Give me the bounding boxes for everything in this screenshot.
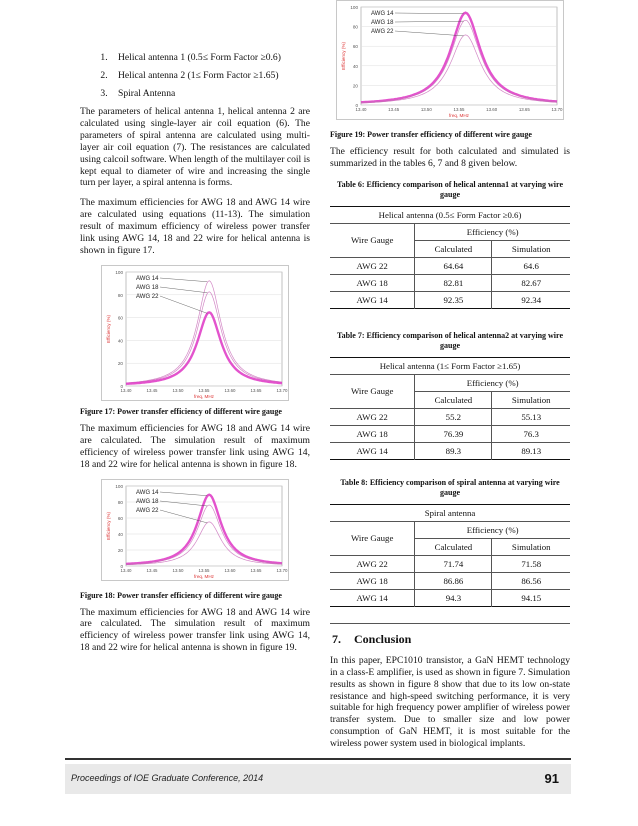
x-tick-label: 13.65 <box>518 107 530 112</box>
section-number: 7. <box>332 631 341 646</box>
y-tick-label: 100 <box>115 269 123 275</box>
column-header: Wire Gauge <box>330 521 415 555</box>
series-label: AWG 14 <box>136 489 159 496</box>
table-cell: 55.2 <box>415 408 492 425</box>
y-tick-label: 100 <box>115 483 123 489</box>
x-tick-label: 13.70 <box>551 107 563 112</box>
x-tick-label: 13.55 <box>198 567 210 573</box>
table-caption: Table 6: Efficiency comparison of helical antenna1 at varying wire gauge <box>337 179 563 199</box>
table-cell: 82.67 <box>492 274 570 291</box>
paragraph: The maximum efficiencies for AWG 18 and AWG 14 wire are calculated. The simulation result of maximum efficiency of wireless power transfer link using AWG 14, 18 and 22 wire for helical antenna is shown in figure 18. <box>80 422 310 470</box>
y-axis-label: Efficiency (%) <box>106 314 111 343</box>
series-label: AWG 22 <box>371 29 394 35</box>
paragraph: In this paper, EPC1010 transistor, a GaN HEMT technology in a class-E amplifier, is used as shown in figure 7. Simulation results as shown in figure 8 show that due to its low on-state resistance and high-speed switching performance, it is very suitable for high frequency power amplifier of wireless power transfer system. Due to smaller size and low power consumption of GaN HEMT, it is most suitable for the wireless power system used in biological implants. <box>330 654 570 750</box>
table-cell: AWG 14 <box>330 291 415 308</box>
table-row <box>330 291 570 308</box>
list-item: 3. Spiral Antenna <box>110 88 310 99</box>
table-7 <box>330 357 570 460</box>
table-row <box>330 589 570 606</box>
table-cell: 92.34 <box>492 291 570 308</box>
y-tick-label: 60 <box>117 315 123 321</box>
y-tick-label: 20 <box>117 361 123 367</box>
y-tick-label: 0 <box>120 383 123 389</box>
table-cell: 94.3 <box>415 589 492 606</box>
y-tick-label: 100 <box>350 5 358 10</box>
table-6 <box>330 206 570 309</box>
column-header: Calculated <box>415 538 492 555</box>
table-row <box>330 408 570 425</box>
table-row <box>330 442 570 459</box>
column-header: Wire Gauge <box>330 223 415 257</box>
footer-text: Proceedings of IOE Graduate Conference, 2014 <box>71 773 264 783</box>
x-axis-label: freq, MHz <box>194 393 214 399</box>
column-header: Calculated <box>415 391 492 408</box>
figure-caption: Figure 17: Power transfer efficiency of different wire gauge <box>80 406 282 416</box>
figure-18-chart <box>102 480 288 580</box>
x-tick-label: 13.50 <box>420 107 432 112</box>
x-tick-label: 13.45 <box>146 567 158 573</box>
column-header: Efficiency (%) <box>415 374 570 391</box>
series-label: AWG 18 <box>136 284 159 291</box>
table-cell: 92.35 <box>415 291 492 308</box>
column-header: Simulation <box>492 391 570 408</box>
x-tick-label: 13.55 <box>198 387 210 393</box>
table-cell: 71.58 <box>492 555 570 572</box>
antenna-list <box>80 52 310 99</box>
table-row <box>330 274 570 291</box>
figure-17-chart <box>102 266 288 400</box>
figure-caption: Figure 18: Power transfer efficiency of different wire gauge <box>80 590 282 600</box>
column-header: Efficiency (%) <box>415 223 570 240</box>
table-cell: AWG 22 <box>330 408 415 425</box>
x-tick-label: 13.45 <box>388 107 400 112</box>
table-cell: 64.64 <box>415 257 492 274</box>
y-axis-label: Efficiency (%) <box>341 42 346 70</box>
table-row <box>330 572 570 589</box>
section-title: Conclusion <box>354 631 412 646</box>
right-column <box>330 0 570 750</box>
y-tick-label: 40 <box>117 531 123 537</box>
x-tick-label: 13.40 <box>120 387 132 393</box>
table-cell: 86.86 <box>415 572 492 589</box>
table-cell: AWG 14 <box>330 442 415 459</box>
table-row <box>330 257 570 274</box>
x-axis-label: freq, MHz <box>194 573 214 579</box>
x-tick-label: 13.40 <box>120 567 132 573</box>
list-item: 1. Helical antenna 1 (0.5≤ Form Factor ≥0.6) <box>110 52 310 63</box>
list-item: 2. Helical antenna 2 (1≤ Form Factor ≥1.65) <box>110 70 310 81</box>
table-row <box>330 555 570 572</box>
y-tick-label: 0 <box>120 563 123 569</box>
paragraph: The maximum efficiencies for AWG 18 and AWG 14 wire are calculated using equations (11-13). The simulation result of maximum efficiency of wireless power transfer link using AWG 14, 18 and 22 wire for helical antenna is shown in figure 17. <box>80 197 310 256</box>
figure-18 <box>101 479 289 581</box>
x-tick-label: 13.40 <box>355 107 367 112</box>
table-cell: 76.39 <box>415 425 492 442</box>
table-cell: 82.81 <box>415 274 492 291</box>
y-tick-label: 20 <box>117 547 123 553</box>
figure-19-chart <box>337 1 563 119</box>
y-tick-label: 40 <box>352 63 358 69</box>
left-column <box>80 46 310 654</box>
x-tick-label: 13.45 <box>146 387 158 393</box>
x-tick-label: 13.70 <box>276 387 288 393</box>
y-tick-label: 40 <box>117 338 123 344</box>
table-caption: Table 7: Efficiency comparison of helical antenna2 at varying wire gauge <box>337 330 563 350</box>
y-tick-label: 20 <box>352 83 358 89</box>
table-cell: AWG 18 <box>330 572 415 589</box>
y-tick-label: 80 <box>352 24 358 30</box>
paragraph: The parameters of helical antenna 1, helical antenna 2 are calculated using single-layer air coil equation (6). The parameters of spiral antenna are calculated using multi-layer air coil equation (7). The resistances are calculated using calcoil software. When length of the multilayer coil is kept equal to diameter of wire and increasing the single turn per layer, a spiral antenna is forms. <box>80 106 311 189</box>
x-tick-label: 13.50 <box>172 567 184 573</box>
table-cell: 86.56 <box>492 572 570 589</box>
table-cell: AWG 18 <box>330 425 415 442</box>
table-8 <box>330 504 570 607</box>
x-tick-label: 13.65 <box>250 567 262 573</box>
page-number: 91 <box>544 771 559 786</box>
x-tick-label: 13.60 <box>224 387 236 393</box>
x-axis-label: freq, MHz <box>449 113 469 118</box>
y-tick-label: 80 <box>117 292 123 298</box>
x-tick-label: 13.60 <box>486 107 498 112</box>
page-footer <box>65 764 571 794</box>
table-title: Helical antenna (1≤ Form Factor ≥1.65) <box>379 360 521 371</box>
footer-rule <box>65 758 571 760</box>
series-label: AWG 14 <box>136 275 159 282</box>
table-cell: AWG 14 <box>330 589 415 606</box>
column-header: Simulation <box>492 538 570 555</box>
figure-17 <box>101 265 289 401</box>
table-cell: 94.15 <box>492 589 570 606</box>
x-tick-label: 13.60 <box>224 567 236 573</box>
figure-caption: Figure 19: Power transfer efficiency of different wire gauge <box>330 130 532 139</box>
column-header: Efficiency (%) <box>415 521 570 538</box>
section-heading <box>330 623 570 647</box>
plot-area <box>126 486 282 566</box>
table-cell: 55.13 <box>492 408 570 425</box>
paragraph: The efficiency result for both calculated and simulated is summarized in the tables 6, 7 and 8 given below. <box>330 146 570 169</box>
y-tick-label: 0 <box>355 103 358 108</box>
x-tick-label: 13.70 <box>276 567 288 573</box>
table-cell: 89.3 <box>415 442 492 459</box>
series-label: AWG 14 <box>371 11 394 17</box>
series-label: AWG 18 <box>136 498 159 505</box>
x-tick-label: 13.55 <box>453 107 465 112</box>
table-title: Spiral antenna <box>424 507 476 518</box>
y-tick-label: 60 <box>352 44 358 50</box>
table-cell: AWG 18 <box>330 274 415 291</box>
paragraph: The maximum efficiencies for AWG 18 and AWG 14 wire are calculated. The simulation result of maximum efficiency of wireless power transfer link using AWG 14, 18 and 22 wire for helical antenna is shown in figure 19. <box>80 606 310 654</box>
x-tick-label: 13.65 <box>250 387 262 393</box>
table-cell: 76.3 <box>492 425 570 442</box>
table-caption: Table 8: Efficiency comparison of spiral antenna at varying wire gauge <box>340 477 560 497</box>
table-title: Helical antenna (0.5≤ Form Factor ≥0.6) <box>378 209 522 220</box>
y-axis-label: Efficiency (%) <box>106 511 111 540</box>
series-label: AWG 22 <box>136 507 159 514</box>
table-cell: AWG 22 <box>330 257 415 274</box>
x-tick-label: 13.50 <box>172 387 184 393</box>
series-label: AWG 18 <box>371 20 394 26</box>
table-cell: AWG 22 <box>330 555 415 572</box>
series-label: AWG 22 <box>136 293 159 300</box>
table-cell: 89.13 <box>492 442 570 459</box>
y-tick-label: 60 <box>117 515 123 521</box>
figure-19 <box>336 0 564 120</box>
y-tick-label: 80 <box>117 499 123 505</box>
column-header: Wire Gauge <box>330 374 415 408</box>
table-row <box>330 425 570 442</box>
column-header: Calculated <box>415 240 492 257</box>
table-cell: 71.74 <box>415 555 492 572</box>
column-header: Simulation <box>492 240 570 257</box>
table-cell: 64.6 <box>492 257 570 274</box>
